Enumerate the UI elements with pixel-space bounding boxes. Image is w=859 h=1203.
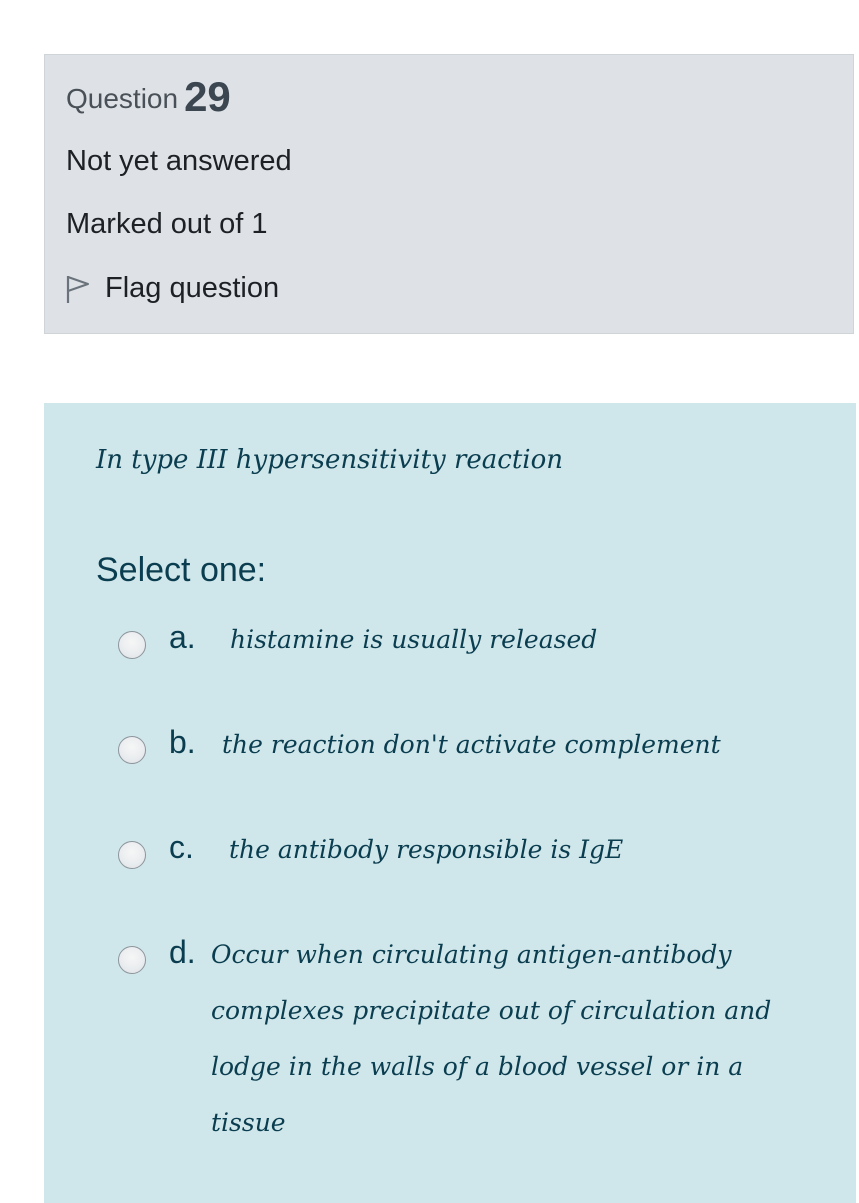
answer-option-d[interactable]	[118, 934, 818, 1142]
radio-button-c[interactable]	[118, 841, 146, 869]
flag-question-button[interactable]	[65, 272, 279, 305]
option-letter: c.	[169, 829, 194, 865]
question-text: In type III hypersensitivity reaction	[96, 445, 564, 475]
radio-button-a[interactable]	[118, 631, 146, 659]
question-info-panel	[44, 54, 854, 334]
answer-option-c[interactable]	[118, 829, 818, 877]
radio-button-b[interactable]	[118, 736, 146, 764]
radio-button-d[interactable]	[118, 946, 146, 974]
option-text-line[interactable]: Occur when circulating antigen-antibody	[211, 940, 732, 969]
flag-icon	[65, 273, 91, 305]
question-grade: Marked out of 1	[66, 208, 268, 240]
question-label: Question	[66, 83, 179, 114]
option-text[interactable]: the reaction don't activate complement	[222, 730, 721, 759]
option-letter: a.	[169, 619, 196, 655]
answer-option-b[interactable]	[118, 724, 818, 772]
option-text-line[interactable]: complexes precipitate out of circulation and	[211, 996, 772, 1025]
question-title	[66, 73, 231, 121]
question-number: 29	[184, 73, 231, 120]
option-letter: b.	[169, 724, 196, 760]
option-text[interactable]: histamine is usually released	[230, 625, 598, 654]
question-content-panel	[44, 403, 856, 1203]
option-text-line[interactable]: tissue	[211, 1108, 286, 1137]
flag-question-label: Flag question	[105, 272, 280, 304]
option-text-line[interactable]: lodge in the walls of a blood vessel or in a	[211, 1052, 744, 1081]
select-one-prompt: Select one:	[96, 551, 267, 589]
option-letter: d.	[169, 934, 196, 970]
answer-option-a[interactable]	[118, 619, 818, 667]
answer-status: Not yet answered	[66, 145, 292, 177]
option-text[interactable]: the antibody responsible is IgE	[229, 835, 624, 864]
